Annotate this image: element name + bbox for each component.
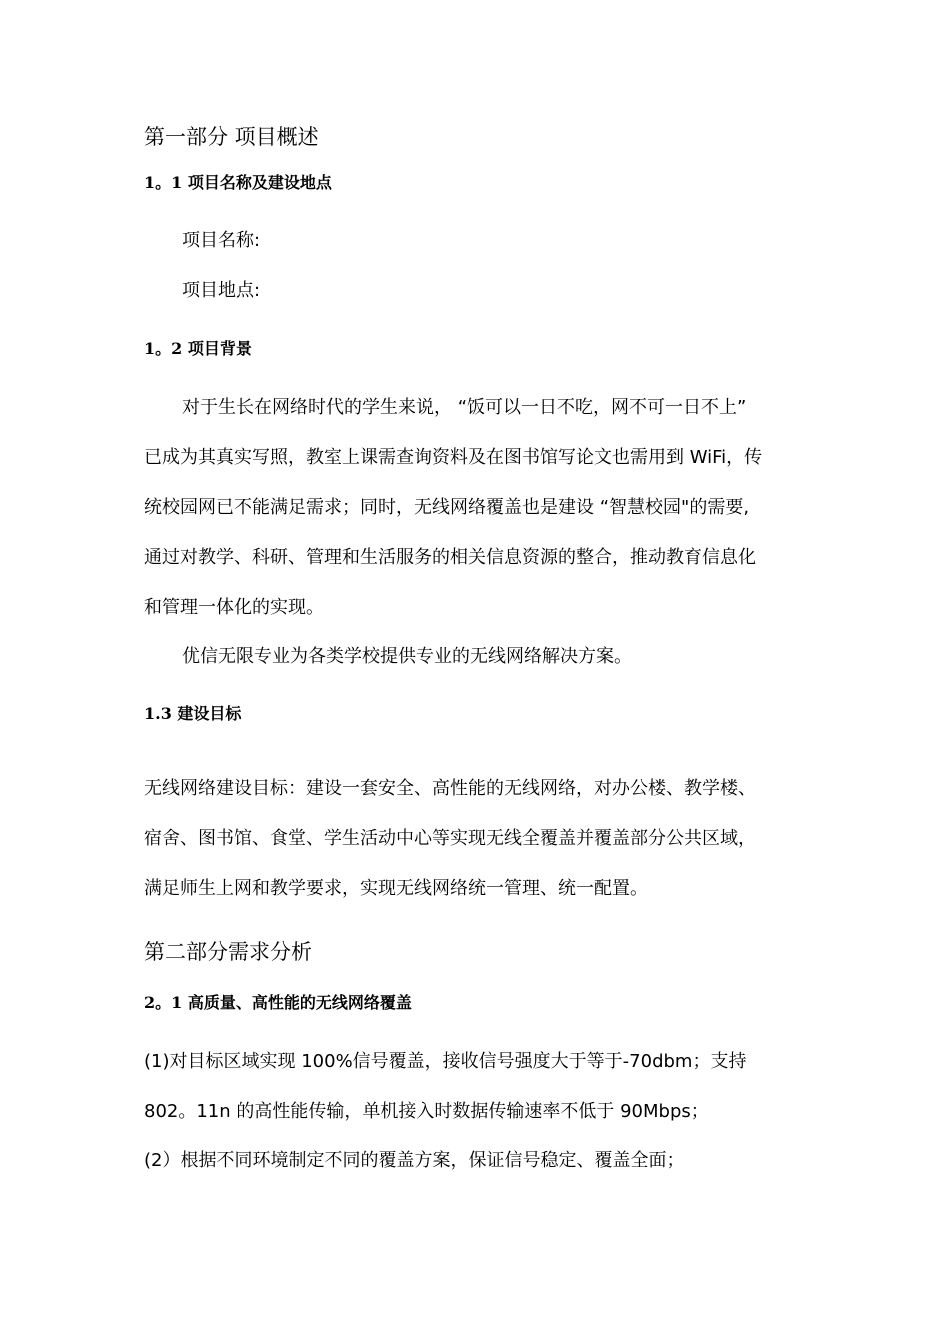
background-line: 已成为其真实写照，教室上课需查询资料及在图书馆写论文也需用到 WiFi，传 [144, 447, 763, 468]
background-line: 统校园网已不能满足需求；同时，无线网络覆盖也是建设 “智慧校园"的需要, [144, 497, 750, 518]
requirement-line: (1)对目标区域实现 100%信号覆盖，接收信号强度大于等于-70dbm；支持 [144, 1051, 747, 1072]
project-location-label: 项目地点: [182, 280, 261, 301]
provider-paragraph: 优信无限专业为各类学校提供专业的无线网络解决方案。 [182, 646, 632, 667]
background-paragraph [144, 393, 814, 643]
background-line: 通过对教学、科研、管理和生活服务的相关信息资源的整合，推动教育信息化 [144, 547, 756, 568]
section-1-1-heading: 1。1 项目名称及建设地点 [144, 173, 332, 192]
goal-line: 满足师生上网和教学要求，实现无线网络统一管理、统一配置。 [144, 878, 648, 899]
requirement-item-2: (2）根据不同环境制定不同的覆盖方案，保证信号稳定、覆盖全面； [144, 1150, 685, 1171]
background-line: 对于生长在网络时代的学生来说， “饭可以一日不吃，网不可一日不上” [182, 397, 747, 418]
requirement-line: 802。11n 的高性能传输，单机接入时数据传输速率不低于 90Mbps； [144, 1101, 709, 1122]
part1-title: 第一部分 项目概述 [144, 125, 319, 149]
goal-paragraph [144, 774, 814, 924]
section-1-2-heading: 1。2 项目背景 [144, 339, 252, 358]
goal-line: 无线网络建设目标：建设一套安全、高性能的无线网络，对办公楼、教学楼、 [144, 778, 756, 799]
part2-title: 第二部分需求分析 [144, 940, 312, 964]
goal-line: 宿舍、图书馆、食堂、学生活动中心等实现无线全覆盖并覆盖部分公共区域， [144, 828, 756, 849]
section-1-3-heading: 1.3 建设目标 [144, 704, 242, 723]
requirement-item-1 [144, 1047, 814, 1147]
section-2-1-heading: 2。1 高质量、高性能的无线网络覆盖 [144, 993, 412, 1012]
background-line: 和管理一体化的实现。 [144, 597, 324, 618]
project-name-label: 项目名称: [182, 230, 261, 251]
